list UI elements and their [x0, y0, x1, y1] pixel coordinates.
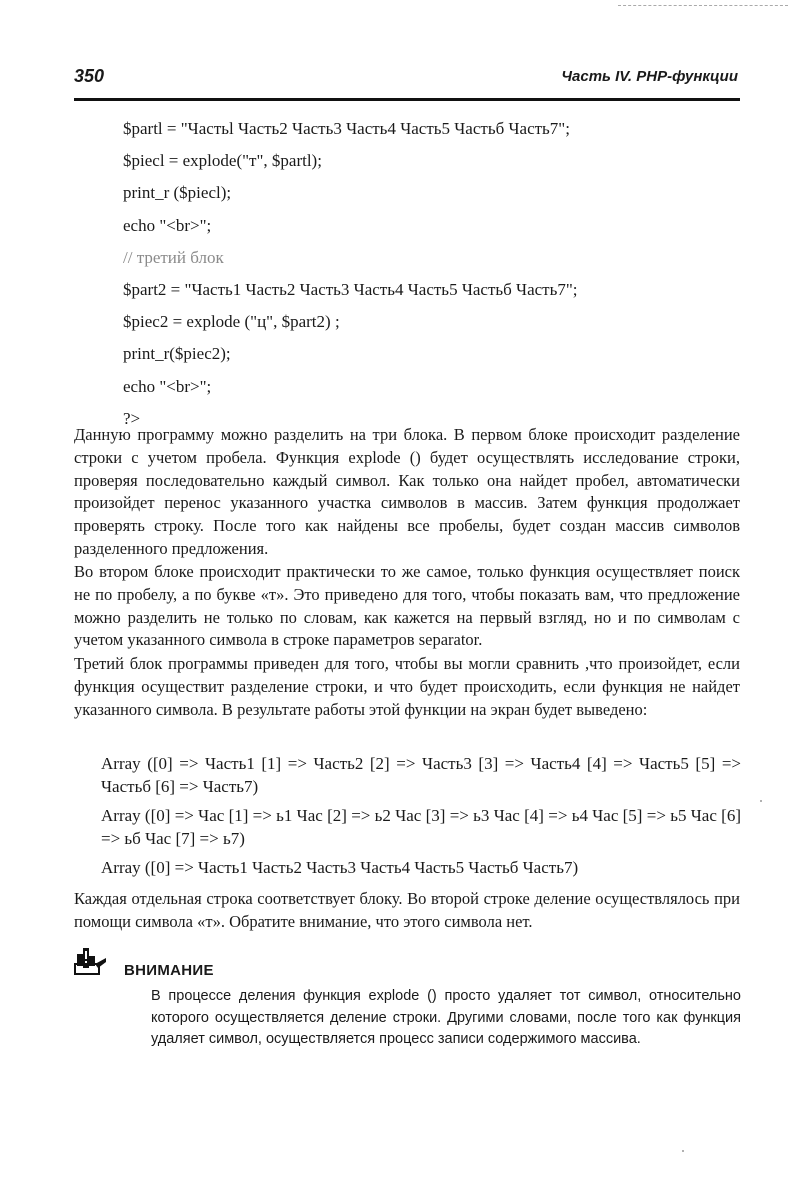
page-header	[74, 66, 738, 96]
code-line: $piecl = explode("т", $partl);	[123, 151, 322, 171]
code-line: ?>	[123, 408, 141, 428]
body-paragraph: Третий блок программы приведен для того, чтобы вы могли сравнить ,что произойдет, если функция осуществит разделение строки, и что будет происходить, если функция не найдет указанного символа. В результате работы этой функции на экран будет выведено:	[74, 654, 740, 719]
body-paragraph: Во втором блоке происходит практически то же самое, только функция осуществляет поиск не по пробелу, а по букве «т». Это приведено для того, чтобы показать вам, что предложение можно разделить не только по словам, как кажется на первый взгляд, но и по символам с учетом указанного символа в строке параметров separator.	[74, 562, 740, 650]
output-line: Array ([0] => Часть1 [1] => Часть2 [2] => Часть3 [3] => Часть4 [4] => Часть5 [5] => Частьб [6] => Часть7)	[101, 754, 741, 796]
scan-speck	[682, 1150, 684, 1152]
body-paragraph: Данную программу можно разделить на три блока. В первом блоке происходит разделение строки с учетом пробела. Функция explode () будет осуществлять исследование строки, проверяя последовательно каждый символ. Как только она найдет пробел, автоматически произойдет перенос указанного участка символов в массив. Затем функция продолжает проверять строку. После того как найдены все пробелы, будет создан массив символов разделенного предложения.	[74, 425, 740, 558]
code-line: echo "<br>";	[123, 376, 212, 396]
header-rule	[74, 98, 740, 101]
code-line: $partl = "Частьl Часть2 Часть3 Часть4 Часть5 Частьб Часть7";	[123, 119, 570, 138]
code-line: print_r ($piecl);	[123, 183, 232, 203]
code-line: $part2 = "Часть1 Часть2 Часть3 Часть4 Часть5 Частьб Часть7";	[123, 279, 578, 299]
warning-hand-icon	[74, 946, 108, 976]
code-line: echo "<br>";	[123, 215, 212, 235]
output-line: Array ([0] => Часть1 Часть2 Часть3 Часть4 Часть5 Частьб Часть7)	[101, 858, 579, 877]
code-comment-line: // третий блок	[123, 247, 224, 267]
body-paragraph: Каждая отдельная строка соответствует блоку. Во второй строке деление осуществлялось при помощи символа «т». Обратите внимание, что этого символа нет.	[74, 889, 740, 931]
note-body: В процессе деления функция explode () просто удаляет тот символ, относительно которого осуществляется деление строки. Другими словами, после того как функция удаляет символ, осуществляется процесс записи содержимого массива.	[151, 988, 741, 1047]
note-title: ВНИМАНИЕ	[124, 962, 214, 979]
code-listing	[123, 113, 743, 435]
page-number: 350	[74, 66, 105, 86]
scan-speck	[760, 800, 762, 802]
code-line: $piec2 = explode ("ц", $part2) ;	[123, 312, 340, 332]
scan-edge-mark	[618, 5, 788, 6]
running-head: Часть IV. PHP-функции	[561, 68, 738, 85]
output-line: Array ([0] => Час [1] => ь1 Час [2] => ь2 Час [3] => ь3 Час [4] => ь4 Час [5] => ь5 Час [6] => ьб Час [7] => ь7)	[101, 806, 741, 848]
code-line: print_r($piec2);	[123, 344, 231, 364]
